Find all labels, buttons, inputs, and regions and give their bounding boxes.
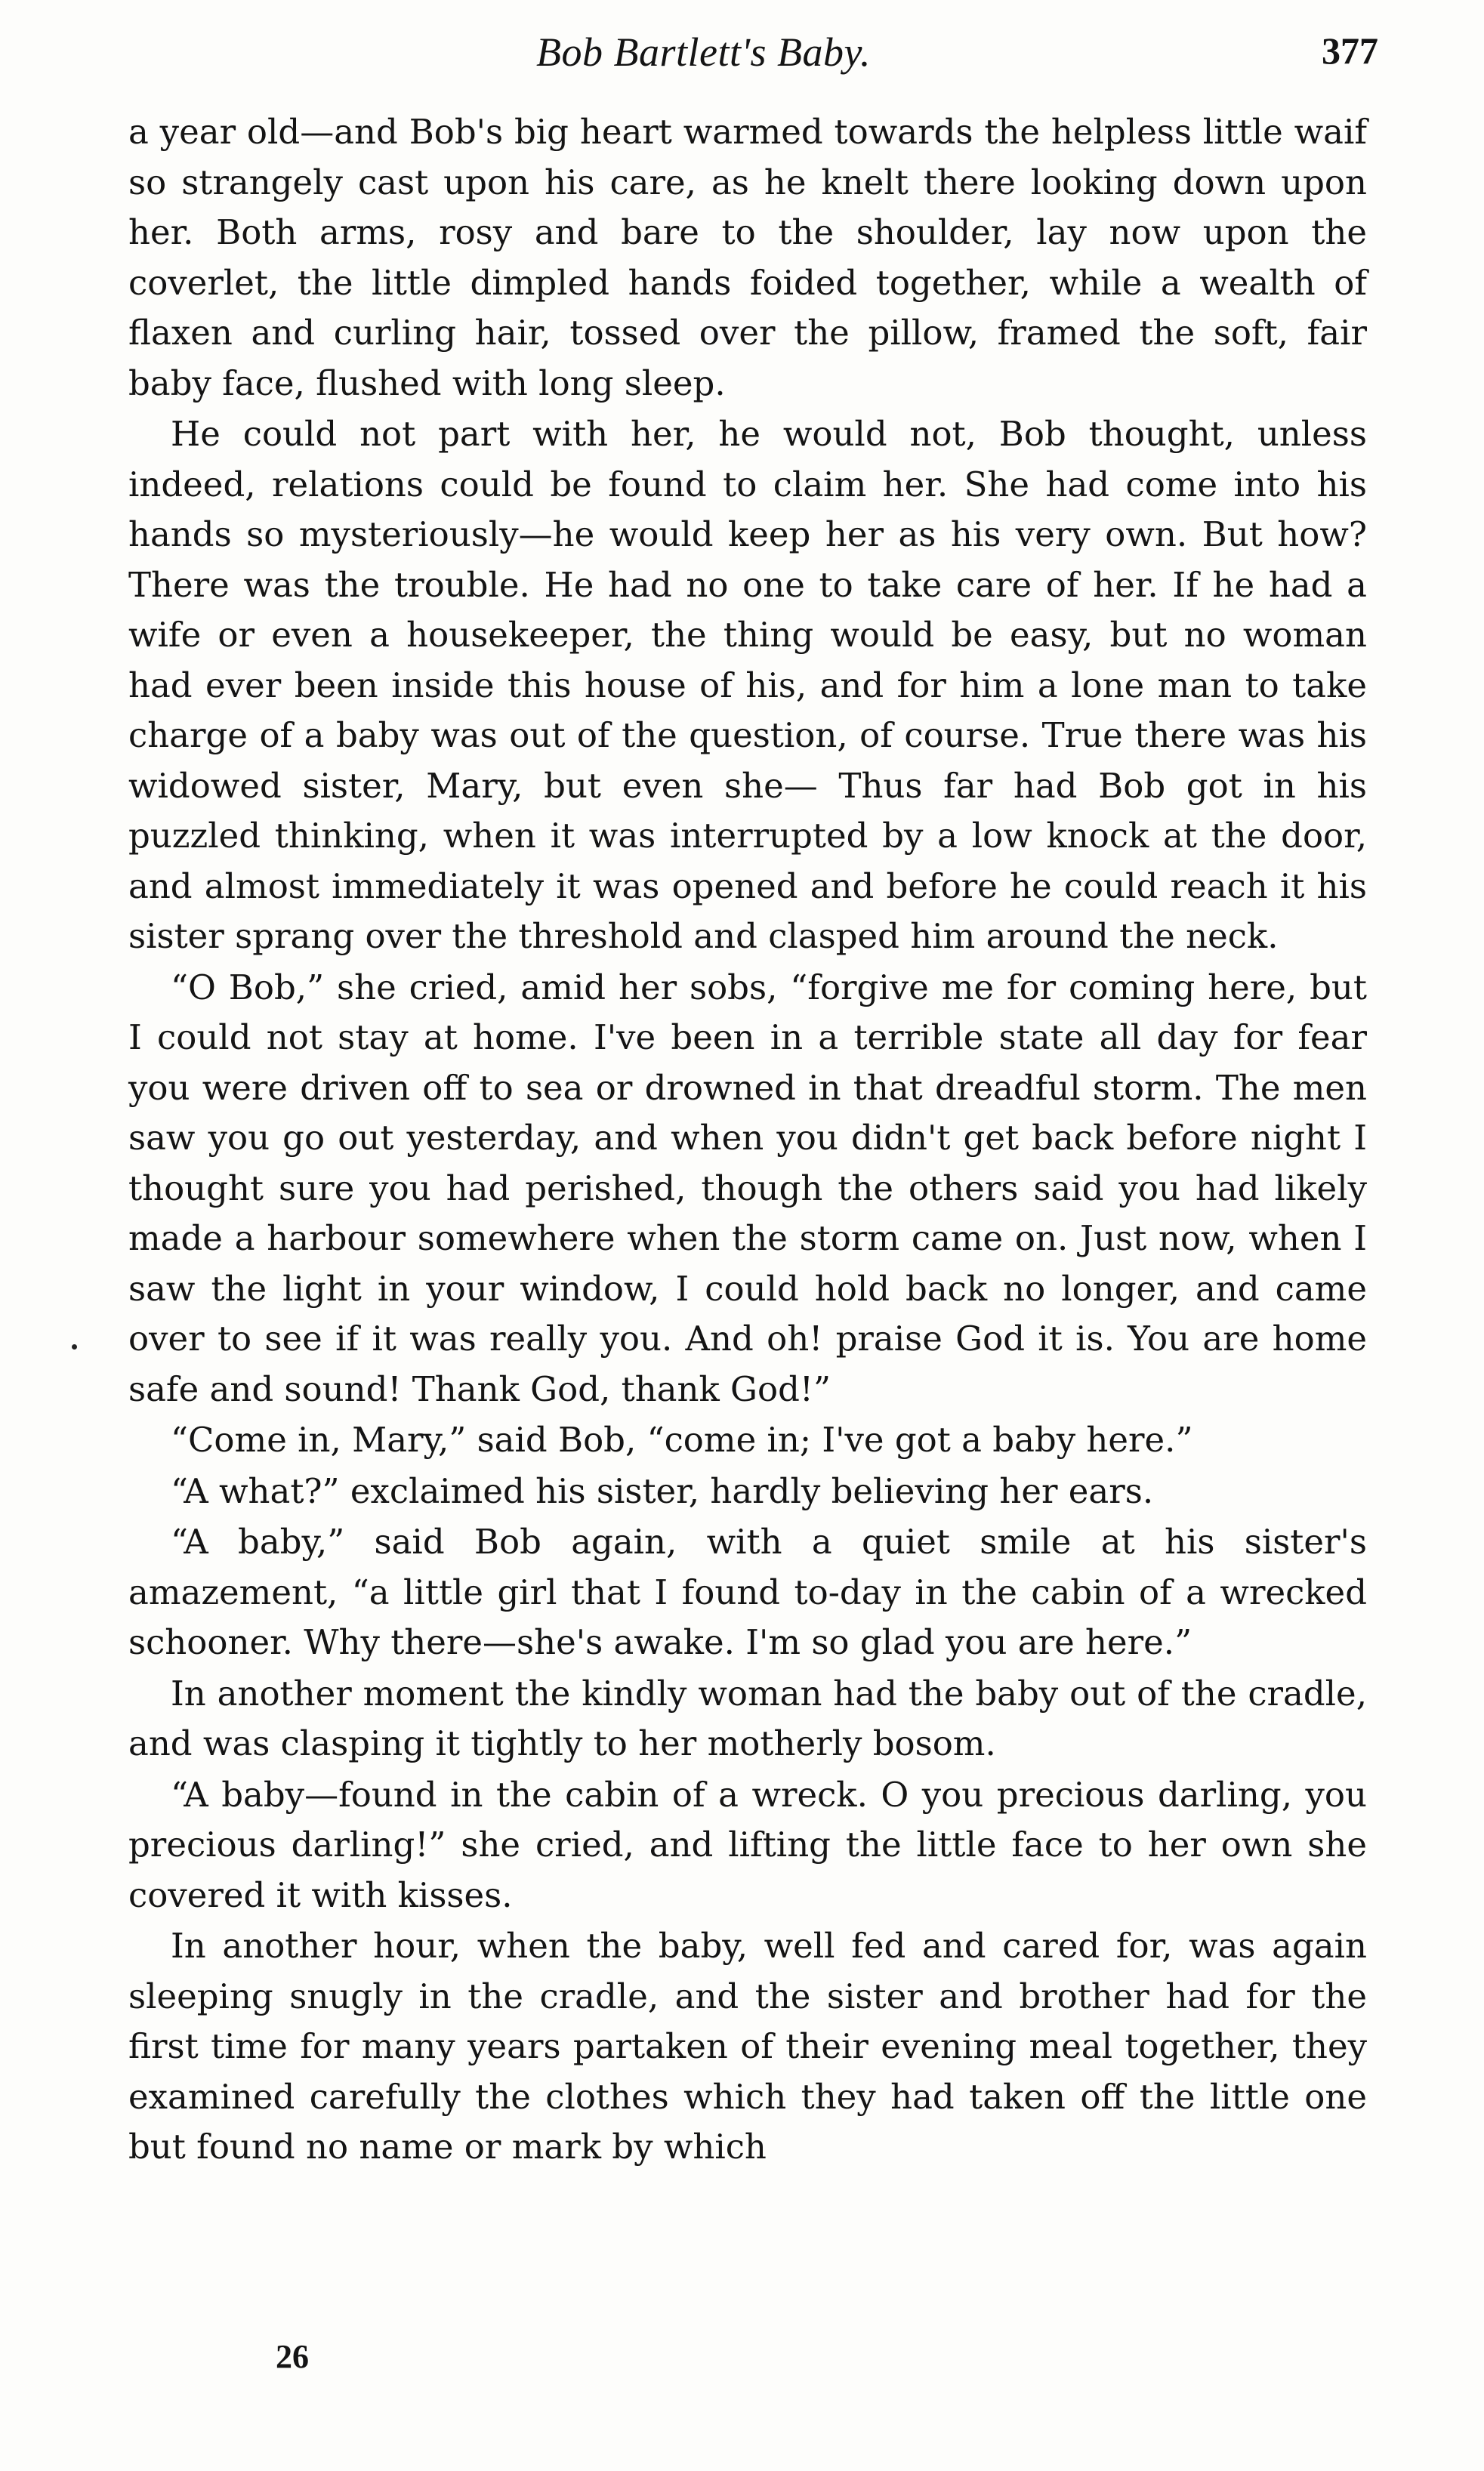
paragraph-6: “A baby,” said Bob again, with a quiet smile at his sister's amazement, “a little girl that I found to-day in the cabin of a wrecked schooner. Why there—she's awake. I'm so glad you are here.” — [128, 1522, 1367, 1662]
paragraph-8: “A baby—found in the cabin of a wreck. O you precious darling, you precious darling!” she cried, and lifting the little face to her own she covered it with kisses. — [128, 1774, 1367, 1915]
paragraph-5: “A what?” exclaimed his sister, hardly believing her ears. — [171, 1470, 1154, 1511]
paragraph-7: In another moment the kindly woman had the baby out of the cradle, and was clasping it tightly to her motherly bosom. — [128, 1673, 1367, 1763]
margin-mark — [72, 1344, 77, 1350]
signature-mark: 26 — [276, 2338, 309, 2375]
running-title: Bob Bartlett's Baby. — [536, 29, 872, 75]
paragraph-1: a year old—and Bob's big heart warmed towards the helpless little waif so strangely cast upon his care, as he knelt there looking down upon her. Both arms, rosy and bare to the shoulder, lay now upon the coverlet, the little dimpled hands foided together, while a wealth of flaxen and curling hair, tossed over the pillow, framed the soft, fair baby face, flushed with long sleep. — [128, 112, 1367, 403]
page-header — [128, 29, 1378, 89]
paragraph-2: He could not part with her, he would not, Bob thought, unless indeed, relations could be found to claim her. She had come into his hands so mysteriously—he would keep her as his very own. But how? There was the trouble. He had no one to take care of her. If he had a wife or even a housekeeper, the thing would be easy, but no woman had ever been inside this house of his, and for him a lone man to take charge of a baby was out of the question, of course. True there was his widowed sister, Mary, but even she— Thus far had Bob got in his puzzled thinking, when it was interrupted by a low knock at the door, and almost immediately it was opened and before he could reach it his sister sprang over the threshold and clasped him around the neck. — [128, 414, 1367, 956]
paragraph-4: “Come in, Mary,” said Bob, “come in; I've got a baby here.” — [171, 1420, 1193, 1460]
paragraph-3: “O Bob,” she cried, amid her sobs, “forgive me for coming here, but I could not stay at home. I've been in a terrible state all day for fear you were driven off to sea or drowned in that dreadful storm. The men saw you go out yesterday, and when you didn't get back before night I thought sure you had perished, though the others said you had likely made a harbour somewhere when the storm came on. Just now, when I saw the light in your window, I could hold back no longer, and came over to see if it was really you. And oh! praise God it is. You are home safe and sound! Thank God, thank God!” — [128, 967, 1367, 1409]
body-text — [128, 107, 1367, 2173]
page-number: 377 — [1322, 29, 1378, 72]
paragraph-9: In another hour, when the baby, well fed and cared for, was again sleeping snugly in the cradle, and the sister and brother had for the first time for many years partaken of their evening meal together, they examined carefully the clothes which they had taken off the little one but found no name or mark by which — [128, 1926, 1367, 2167]
